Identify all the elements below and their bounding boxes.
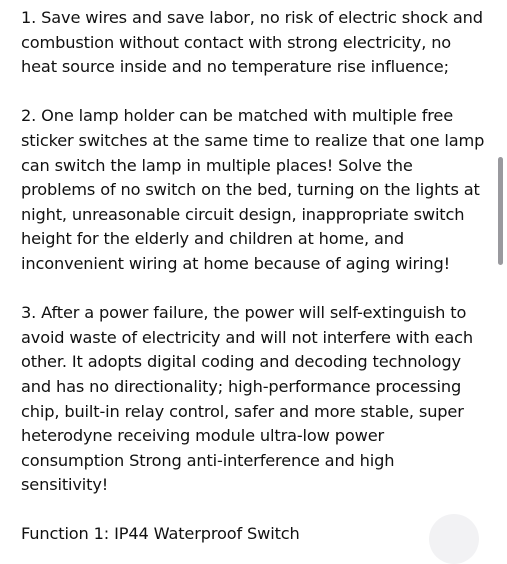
paragraph-2: 2. One lamp holder can be matched with multiple free sticker switches at the same time to realize that one lamp can switch the lamp in multiple places! Solve the problems of no switch on the bed, turning on the lights at night, unreasonable circuit design, inappropriate switch height for the elderly and children at home, and inconvenient wiring at home because of aging wiring! [21, 106, 485, 273]
function-heading: Function 1: IP44 Waterproof Switch [21, 524, 300, 544]
paragraph-1: 1. Save wires and save labor, no risk of electric shock and combustion without contact with strong electricity, no heat source inside and no temperature rise influence; [21, 8, 483, 77]
paragraph-3: 3. After a power failure, the power will self-extinguish to avoid waste of electricity and will not interfere with each other. It adopts digital coding and decoding technology and has no directionality; high-performance processing chip, built-in relay control, safer and more stable, super heterodyne receiving module ultra-low power consumption Strong anti-interference and high sensitivity! [21, 303, 473, 495]
description-content [21, 6, 489, 547]
floating-action-button[interactable] [429, 514, 479, 564]
scrollbar-thumb[interactable] [498, 157, 503, 265]
